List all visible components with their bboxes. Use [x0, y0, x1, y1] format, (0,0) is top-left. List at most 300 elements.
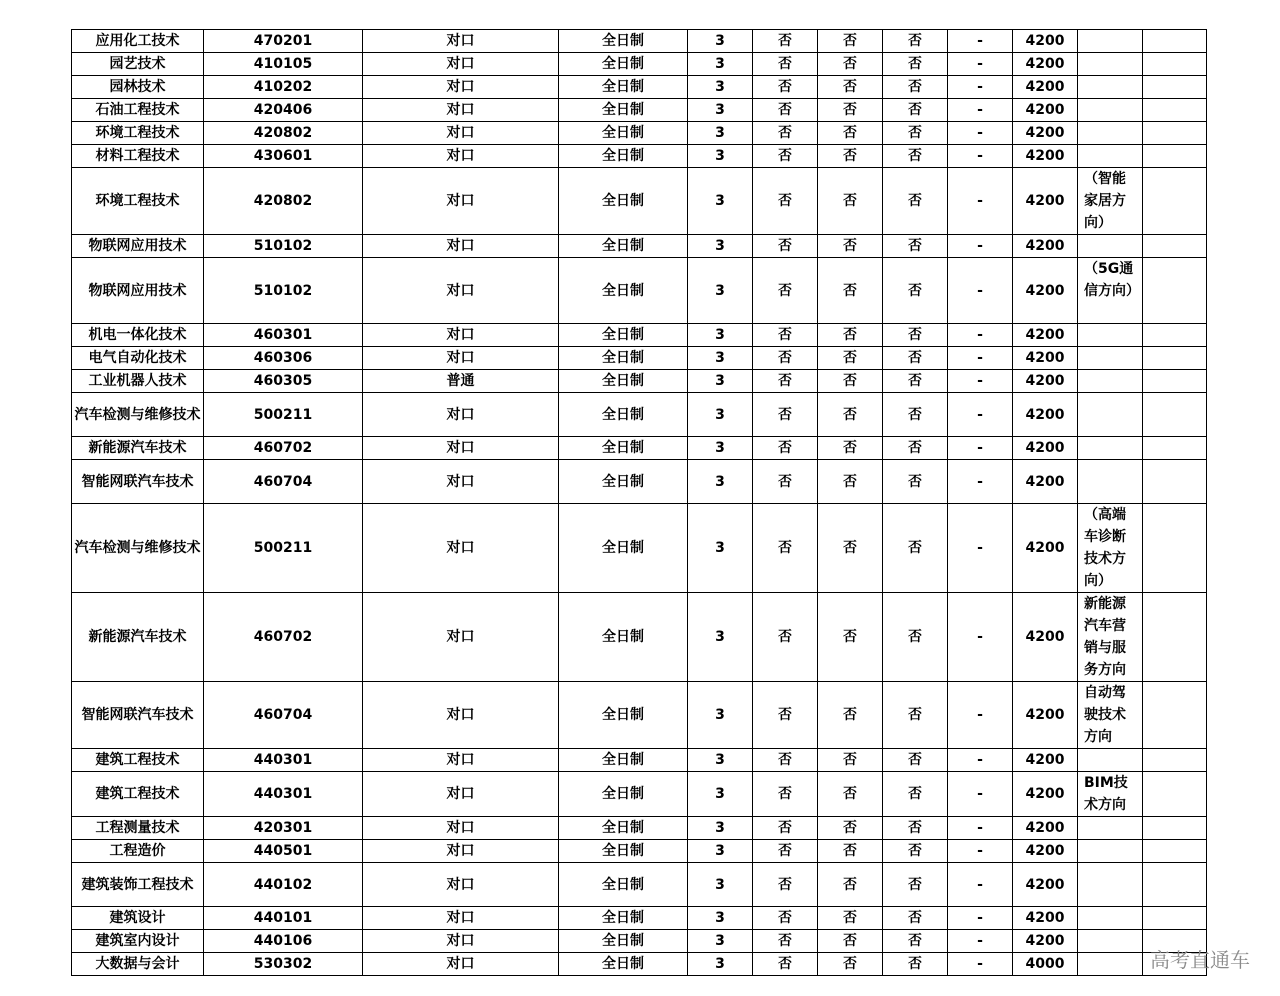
cell-years: 3 [688, 30, 753, 53]
cell-c1: 否 [753, 437, 818, 460]
cell-name: 建筑设计 [72, 907, 204, 930]
program-table [71, 29, 1207, 976]
cell-blank [1143, 324, 1207, 347]
note-text: （高端车诊断技术方向） [1084, 507, 1126, 589]
cell-blank [1143, 393, 1207, 437]
cell-mode: 全日制 [559, 393, 688, 437]
cell-type: 对口 [363, 347, 559, 370]
cell-c3: 否 [883, 30, 948, 53]
cell-note [1078, 53, 1143, 76]
cell-c4: - [948, 145, 1013, 168]
cell-blank [1143, 437, 1207, 460]
cell-blank [1143, 76, 1207, 99]
table-row [72, 953, 1207, 976]
cell-c4: - [948, 168, 1013, 235]
cell-code: 460704 [204, 460, 363, 504]
cell-c3: 否 [883, 168, 948, 235]
cell-c3: 否 [883, 347, 948, 370]
cell-blank [1143, 30, 1207, 53]
cell-type: 对口 [363, 772, 559, 817]
cell-c2: 否 [818, 370, 883, 393]
cell-c1: 否 [753, 30, 818, 53]
cell-c1: 否 [753, 863, 818, 907]
cell-name: 汽车检测与维修技术 [72, 504, 204, 593]
table-row [72, 370, 1207, 393]
cell-years: 3 [688, 863, 753, 907]
cell-c1: 否 [753, 324, 818, 347]
cell-fee: 4200 [1013, 772, 1078, 817]
cell-mode: 全日制 [559, 460, 688, 504]
cell-blank [1143, 749, 1207, 772]
cell-name: 工程造价 [72, 840, 204, 863]
cell-fee: 4200 [1013, 817, 1078, 840]
cell-code: 460305 [204, 370, 363, 393]
cell-c3: 否 [883, 930, 948, 953]
cell-note [1078, 258, 1143, 324]
cell-c4: - [948, 840, 1013, 863]
cell-c2: 否 [818, 168, 883, 235]
cell-type: 对口 [363, 324, 559, 347]
cell-mode: 全日制 [559, 30, 688, 53]
cell-c4: - [948, 772, 1013, 817]
cell-c3: 否 [883, 953, 948, 976]
cell-c1: 否 [753, 235, 818, 258]
cell-c2: 否 [818, 840, 883, 863]
cell-fee: 4200 [1013, 53, 1078, 76]
cell-c3: 否 [883, 863, 948, 907]
cell-note [1078, 953, 1143, 976]
cell-c4: - [948, 930, 1013, 953]
cell-years: 3 [688, 817, 753, 840]
cell-name: 应用化工技术 [72, 30, 204, 53]
cell-c2: 否 [818, 437, 883, 460]
cell-note [1078, 840, 1143, 863]
cell-years: 3 [688, 347, 753, 370]
cell-name: 新能源汽车技术 [72, 437, 204, 460]
cell-c3: 否 [883, 907, 948, 930]
table-row [72, 437, 1207, 460]
cell-c2: 否 [818, 772, 883, 817]
cell-c1: 否 [753, 772, 818, 817]
cell-c3: 否 [883, 370, 948, 393]
cell-c1: 否 [753, 682, 818, 749]
table-row [72, 749, 1207, 772]
cell-c1: 否 [753, 99, 818, 122]
cell-note [1078, 682, 1143, 749]
cell-type: 对口 [363, 840, 559, 863]
cell-name: 建筑室内设计 [72, 930, 204, 953]
cell-fee: 4200 [1013, 235, 1078, 258]
cell-fee: 4200 [1013, 593, 1078, 682]
cell-name: 智能网联汽车技术 [72, 682, 204, 749]
cell-years: 3 [688, 99, 753, 122]
table-row [72, 122, 1207, 145]
cell-mode: 全日制 [559, 145, 688, 168]
cell-c1: 否 [753, 504, 818, 593]
cell-mode: 全日制 [559, 347, 688, 370]
cell-type: 对口 [363, 53, 559, 76]
cell-code: 410202 [204, 76, 363, 99]
cell-type: 对口 [363, 863, 559, 907]
cell-mode: 全日制 [559, 99, 688, 122]
cell-fee: 4200 [1013, 930, 1078, 953]
cell-note [1078, 393, 1143, 437]
cell-code: 420802 [204, 122, 363, 145]
cell-mode: 全日制 [559, 437, 688, 460]
cell-type: 对口 [363, 460, 559, 504]
cell-name: 汽车检测与维修技术 [72, 393, 204, 437]
cell-c3: 否 [883, 324, 948, 347]
cell-type: 对口 [363, 258, 559, 324]
cell-note [1078, 168, 1143, 235]
cell-type: 对口 [363, 437, 559, 460]
cell-mode: 全日制 [559, 235, 688, 258]
cell-blank [1143, 258, 1207, 324]
cell-c1: 否 [753, 817, 818, 840]
cell-fee: 4200 [1013, 145, 1078, 168]
cell-code: 440301 [204, 749, 363, 772]
table-row [72, 817, 1207, 840]
cell-c1: 否 [753, 122, 818, 145]
cell-years: 3 [688, 393, 753, 437]
cell-c4: - [948, 76, 1013, 99]
cell-c1: 否 [753, 593, 818, 682]
cell-mode: 全日制 [559, 817, 688, 840]
cell-c1: 否 [753, 258, 818, 324]
cell-c2: 否 [818, 460, 883, 504]
cell-years: 3 [688, 235, 753, 258]
table-row [72, 235, 1207, 258]
cell-c1: 否 [753, 76, 818, 99]
cell-years: 3 [688, 907, 753, 930]
cell-mode: 全日制 [559, 907, 688, 930]
table-row [72, 930, 1207, 953]
cell-code: 440106 [204, 930, 363, 953]
table-row [72, 145, 1207, 168]
cell-c4: - [948, 682, 1013, 749]
table-row [72, 76, 1207, 99]
cell-mode: 全日制 [559, 76, 688, 99]
cell-c4: - [948, 53, 1013, 76]
cell-blank [1143, 817, 1207, 840]
cell-name: 建筑工程技术 [72, 772, 204, 817]
cell-blank [1143, 122, 1207, 145]
cell-code: 510102 [204, 258, 363, 324]
cell-type: 对口 [363, 145, 559, 168]
cell-mode: 全日制 [559, 53, 688, 76]
cell-c4: - [948, 437, 1013, 460]
cell-c2: 否 [818, 504, 883, 593]
table-row [72, 504, 1207, 593]
cell-type: 对口 [363, 235, 559, 258]
cell-code: 470201 [204, 30, 363, 53]
table-row [72, 863, 1207, 907]
cell-fee: 4200 [1013, 460, 1078, 504]
cell-fee: 4200 [1013, 122, 1078, 145]
cell-c1: 否 [753, 953, 818, 976]
cell-blank [1143, 840, 1207, 863]
cell-years: 3 [688, 258, 753, 324]
cell-years: 3 [688, 930, 753, 953]
cell-blank [1143, 99, 1207, 122]
cell-code: 440501 [204, 840, 363, 863]
cell-c4: - [948, 370, 1013, 393]
cell-mode: 全日制 [559, 258, 688, 324]
table-row [72, 840, 1207, 863]
cell-note [1078, 772, 1143, 817]
cell-c2: 否 [818, 99, 883, 122]
cell-fee: 4200 [1013, 30, 1078, 53]
cell-c3: 否 [883, 258, 948, 324]
cell-note [1078, 370, 1143, 393]
cell-years: 3 [688, 460, 753, 504]
note-text: （5G通信方向） [1084, 261, 1140, 299]
cell-c1: 否 [753, 930, 818, 953]
cell-blank [1143, 682, 1207, 749]
cell-c2: 否 [818, 817, 883, 840]
cell-type: 对口 [363, 953, 559, 976]
table-row [72, 593, 1207, 682]
cell-mode: 全日制 [559, 930, 688, 953]
cell-c1: 否 [753, 460, 818, 504]
cell-fee: 4200 [1013, 168, 1078, 235]
cell-c3: 否 [883, 99, 948, 122]
cell-c1: 否 [753, 840, 818, 863]
cell-code: 420802 [204, 168, 363, 235]
cell-type: 对口 [363, 393, 559, 437]
cell-c4: - [948, 953, 1013, 976]
cell-type: 对口 [363, 76, 559, 99]
cell-c2: 否 [818, 30, 883, 53]
cell-c4: - [948, 258, 1013, 324]
cell-c2: 否 [818, 76, 883, 99]
cell-mode: 全日制 [559, 122, 688, 145]
cell-c4: - [948, 99, 1013, 122]
cell-years: 3 [688, 682, 753, 749]
watermark-text: 高考直通车 [1150, 948, 1250, 972]
cell-blank [1143, 460, 1207, 504]
cell-c4: - [948, 122, 1013, 145]
cell-blank [1143, 145, 1207, 168]
cell-c3: 否 [883, 460, 948, 504]
cell-c3: 否 [883, 437, 948, 460]
cell-mode: 全日制 [559, 370, 688, 393]
cell-c1: 否 [753, 907, 818, 930]
cell-fee: 4200 [1013, 840, 1078, 863]
table-row [72, 324, 1207, 347]
cell-fee: 4200 [1013, 347, 1078, 370]
cell-name: 机电一体化技术 [72, 324, 204, 347]
table-row [72, 99, 1207, 122]
cell-c2: 否 [818, 953, 883, 976]
cell-c2: 否 [818, 907, 883, 930]
cell-c3: 否 [883, 593, 948, 682]
cell-name: 园艺技术 [72, 53, 204, 76]
cell-blank [1143, 168, 1207, 235]
cell-c3: 否 [883, 749, 948, 772]
cell-code: 460702 [204, 437, 363, 460]
cell-blank [1143, 235, 1207, 258]
cell-name: 新能源汽车技术 [72, 593, 204, 682]
cell-fee: 4200 [1013, 504, 1078, 593]
cell-years: 3 [688, 504, 753, 593]
cell-c4: - [948, 30, 1013, 53]
cell-c2: 否 [818, 749, 883, 772]
cell-blank [1143, 772, 1207, 817]
cell-note [1078, 749, 1143, 772]
cell-years: 3 [688, 593, 753, 682]
cell-mode: 全日制 [559, 772, 688, 817]
cell-c4: - [948, 907, 1013, 930]
cell-type: 对口 [363, 504, 559, 593]
table-row [72, 772, 1207, 817]
cell-mode: 全日制 [559, 324, 688, 347]
cell-c1: 否 [753, 347, 818, 370]
note-text: 自动驾驶技术方向 [1084, 685, 1126, 745]
cell-c4: - [948, 504, 1013, 593]
cell-c4: - [948, 593, 1013, 682]
cell-blank [1143, 347, 1207, 370]
cell-mode: 全日制 [559, 840, 688, 863]
cell-type: 对口 [363, 168, 559, 235]
cell-fee: 4000 [1013, 953, 1078, 976]
cell-c3: 否 [883, 772, 948, 817]
cell-name: 智能网联汽车技术 [72, 460, 204, 504]
cell-mode: 全日制 [559, 593, 688, 682]
cell-years: 3 [688, 76, 753, 99]
table-row [72, 393, 1207, 437]
cell-mode: 全日制 [559, 504, 688, 593]
cell-fee: 4200 [1013, 682, 1078, 749]
cell-note [1078, 437, 1143, 460]
cell-code: 500211 [204, 504, 363, 593]
note-text: 新能源汽车营销与服务方向 [1084, 596, 1126, 678]
cell-blank [1143, 504, 1207, 593]
cell-code: 500211 [204, 393, 363, 437]
cell-name: 电气自动化技术 [72, 347, 204, 370]
cell-note [1078, 145, 1143, 168]
cell-c3: 否 [883, 504, 948, 593]
cell-type: 对口 [363, 122, 559, 145]
cell-c2: 否 [818, 145, 883, 168]
cell-c2: 否 [818, 393, 883, 437]
cell-name: 大数据与会计 [72, 953, 204, 976]
cell-c4: - [948, 749, 1013, 772]
table-row [72, 682, 1207, 749]
cell-years: 3 [688, 53, 753, 76]
cell-c2: 否 [818, 53, 883, 76]
cell-c4: - [948, 347, 1013, 370]
cell-type: 对口 [363, 930, 559, 953]
cell-type: 对口 [363, 907, 559, 930]
cell-type: 普通 [363, 370, 559, 393]
cell-note [1078, 76, 1143, 99]
cell-c3: 否 [883, 393, 948, 437]
cell-c4: - [948, 817, 1013, 840]
cell-note [1078, 863, 1143, 907]
cell-fee: 4200 [1013, 393, 1078, 437]
cell-years: 3 [688, 168, 753, 235]
cell-type: 对口 [363, 682, 559, 749]
cell-blank [1143, 907, 1207, 930]
cell-blank [1143, 863, 1207, 907]
cell-fee: 4200 [1013, 437, 1078, 460]
cell-years: 3 [688, 370, 753, 393]
cell-c2: 否 [818, 682, 883, 749]
cell-mode: 全日制 [559, 749, 688, 772]
table-row [72, 907, 1207, 930]
cell-name: 工业机器人技术 [72, 370, 204, 393]
cell-name: 环境工程技术 [72, 122, 204, 145]
cell-mode: 全日制 [559, 863, 688, 907]
cell-c3: 否 [883, 840, 948, 863]
cell-code: 460306 [204, 347, 363, 370]
table-row [72, 53, 1207, 76]
cell-years: 3 [688, 953, 753, 976]
cell-c4: - [948, 460, 1013, 504]
cell-c4: - [948, 324, 1013, 347]
cell-name: 园林技术 [72, 76, 204, 99]
cell-name: 环境工程技术 [72, 168, 204, 235]
cell-fee: 4200 [1013, 907, 1078, 930]
cell-c3: 否 [883, 235, 948, 258]
cell-c1: 否 [753, 370, 818, 393]
cell-c3: 否 [883, 122, 948, 145]
cell-note [1078, 593, 1143, 682]
cell-c2: 否 [818, 324, 883, 347]
cell-note [1078, 817, 1143, 840]
cell-fee: 4200 [1013, 749, 1078, 772]
cell-blank [1143, 370, 1207, 393]
cell-c2: 否 [818, 863, 883, 907]
cell-mode: 全日制 [559, 682, 688, 749]
cell-note [1078, 122, 1143, 145]
cell-code: 430601 [204, 145, 363, 168]
cell-code: 410105 [204, 53, 363, 76]
note-text: （智能家居方向） [1084, 171, 1126, 231]
cell-years: 3 [688, 122, 753, 145]
cell-mode: 全日制 [559, 168, 688, 235]
note-text: BIM技术方向 [1084, 775, 1128, 813]
cell-fee: 4200 [1013, 76, 1078, 99]
cell-mode: 全日制 [559, 953, 688, 976]
table-body [72, 30, 1207, 976]
cell-c4: - [948, 863, 1013, 907]
cell-years: 3 [688, 772, 753, 817]
cell-c2: 否 [818, 593, 883, 682]
cell-note [1078, 907, 1143, 930]
cell-name: 建筑装饰工程技术 [72, 863, 204, 907]
table-row [72, 460, 1207, 504]
cell-code: 530302 [204, 953, 363, 976]
cell-c1: 否 [753, 53, 818, 76]
cell-code: 440301 [204, 772, 363, 817]
table-row [72, 258, 1207, 324]
cell-name: 工程测量技术 [72, 817, 204, 840]
cell-years: 3 [688, 437, 753, 460]
cell-c1: 否 [753, 168, 818, 235]
cell-fee: 4200 [1013, 863, 1078, 907]
cell-c2: 否 [818, 258, 883, 324]
cell-type: 对口 [363, 749, 559, 772]
cell-c3: 否 [883, 76, 948, 99]
cell-note [1078, 324, 1143, 347]
cell-code: 420301 [204, 817, 363, 840]
table-row [72, 30, 1207, 53]
cell-code: 460702 [204, 593, 363, 682]
cell-years: 3 [688, 840, 753, 863]
table-row [72, 168, 1207, 235]
